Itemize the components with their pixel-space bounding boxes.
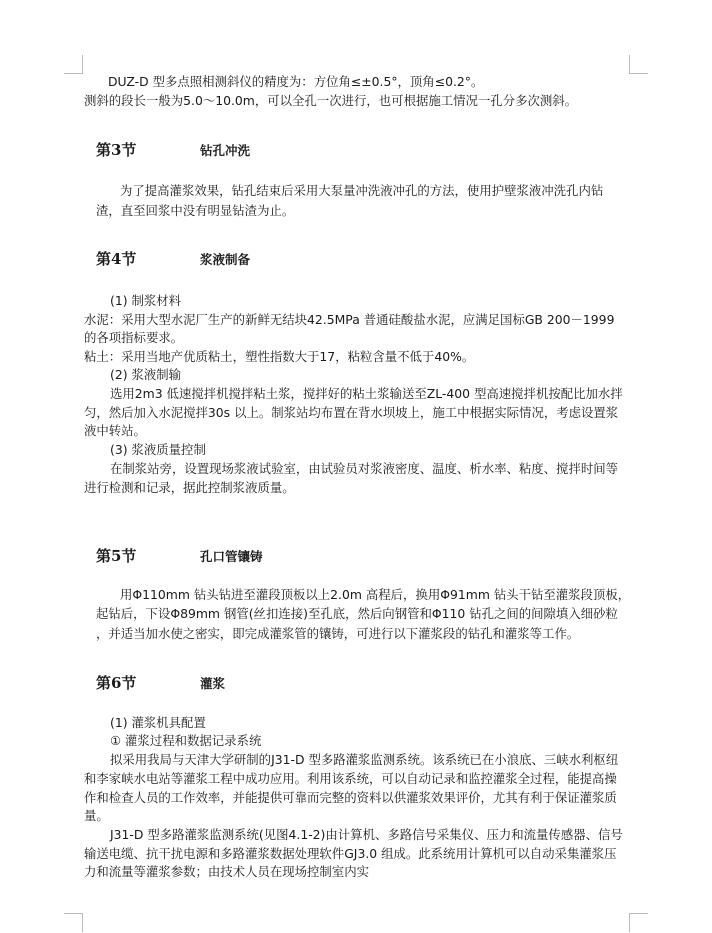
section-heading xyxy=(96,545,263,566)
page-corner-mark xyxy=(629,55,648,74)
paragraph-line: 选用2m3 低速搅拌机搅拌粘土浆，搅拌好的粘土浆输送至ZL-400 型高速搅拌机按配比加水拌 xyxy=(110,386,623,401)
list-heading: (1) 制浆材料 xyxy=(110,293,182,308)
section-number: 第6节 xyxy=(96,674,137,692)
paragraph-line: 在制浆站旁，设置现场浆液试验室，由试验员对浆液密度、温度、析水率、粘度、搅拌时间等 xyxy=(110,461,619,476)
paragraph-line: 的各项指标要求。 xyxy=(84,330,184,345)
paragraph-line: 用Φ110mm 钻头钻进至灌段顶板以上2.0m 高程后，换用Φ91mm 钻头干钻至灌浆段顶板， xyxy=(120,587,631,602)
section-heading xyxy=(96,139,250,160)
paragraph-line: 粘土：采用当地产优质粘土，塑性指数大于17，粘粒含量不低于40%。 xyxy=(84,349,475,364)
paragraph-line: 和李家峡水电站等灌浆工程中成功应用。利用该系统，可以自动记录和监控灌浆全过程，能提高操 xyxy=(84,771,617,786)
list-heading: (2) 浆液制输 xyxy=(110,367,182,382)
page-corner-mark xyxy=(64,55,83,74)
paragraph-line: 水泥：采用大型水泥厂生产的新鲜无结块42.5MPa 普通硅酸盐水泥，应满足国标GB 200－1999 xyxy=(84,312,615,327)
section-heading xyxy=(96,248,250,269)
list-heading: (3) 浆液质量控制 xyxy=(110,442,206,457)
section-number: 第4节 xyxy=(96,250,137,268)
paragraph-line: 渣，直至回浆中没有明显钻渣为止。 xyxy=(96,203,295,218)
section-heading xyxy=(96,672,225,693)
page-corner-mark xyxy=(64,913,83,932)
section-number: 第3节 xyxy=(96,141,137,159)
section-title: 孔口管镶铸 xyxy=(200,549,263,564)
paragraph-line: ，并适当加水使之密实，即完成灌浆管的镶铸，可进行以下灌浆段的钻孔和灌浆等工作。 xyxy=(96,626,580,641)
paragraph-line: 液中转站。 xyxy=(84,423,146,438)
paragraph-line: 进行检测和记录，据此控制浆液质量。 xyxy=(84,480,295,495)
intro-line-1: DUZ-D 型多点照相测斜仪的精度为：方位角≤±0.5°，顶角≤0.2°。 xyxy=(108,74,484,89)
paragraph-line: 力和流量等灌浆参数；由技术人员在现场控制室内实 xyxy=(84,864,369,879)
page-corner-mark xyxy=(629,913,648,932)
paragraph-line: 起钻后，下设Φ89mm 钢管(丝扣连接)至孔底，然后向钢管和Φ110 钻孔之间的间隙填入细砂粒 xyxy=(96,606,618,621)
paragraph-line: J31-D 型多路灌浆监测系统(见图4.1-2)由计算机、多路信号采集仪、压力和流量传感器、信号 xyxy=(110,827,623,842)
paragraph-line: 匀，然后加入水泥搅拌30s 以上。制浆站均布置在背水坝坡上，施工中根据实际情况，考虑设置浆 xyxy=(84,405,619,420)
paragraph-line: 拟采用我局与天津大学研制的J31-D 型多路灌浆监测系统。该系统已在小浪底、三峡水利枢纽 xyxy=(110,752,619,767)
list-heading: (1) 灌浆机具配置 xyxy=(110,715,206,730)
paragraph-line: 输送电缆、抗干扰电源和多路灌浆数据处理软件GJ3.0 组成。此系统用计算机可以自动采集灌浆压 xyxy=(84,846,617,861)
paragraph-line: 量。 xyxy=(84,808,109,823)
paragraph-line: 为了提高灌浆效果，钻孔结束后采用大泵量冲洗液冲孔的方法，使用护壁浆液冲洗孔内钻 xyxy=(120,183,604,198)
intro-line-2: 测斜的段长一般为5.0～10.0m，可以全孔一次进行，也可根据施工情况一孔分多次测斜。 xyxy=(84,93,578,108)
paragraph-line: 作和检查人员的工作效率，并能提供可靠而完整的资料以供灌浆效果评价，尤其有利于保证灌浆质 xyxy=(84,790,617,805)
section-title: 灌浆 xyxy=(200,676,226,691)
list-subheading: ① 灌浆过程和数据记录系统 xyxy=(110,733,262,748)
section-number: 第5节 xyxy=(96,547,137,565)
section-title: 浆液制备 xyxy=(200,252,251,267)
section-title: 钻孔冲洗 xyxy=(200,143,251,158)
